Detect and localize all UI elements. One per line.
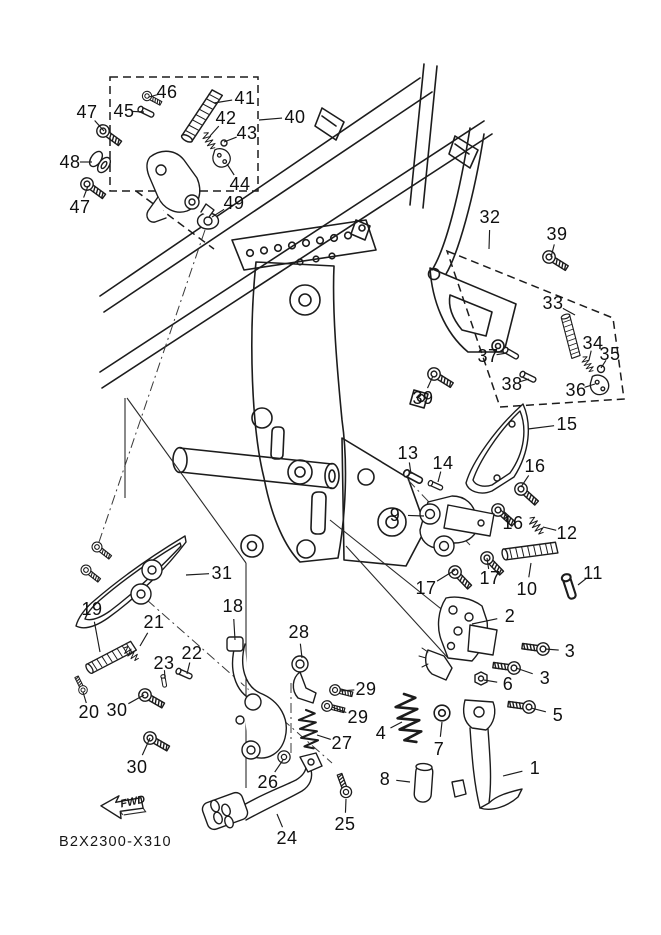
leader-line-31 (186, 574, 209, 575)
part-callout-15: 15 (556, 414, 578, 434)
part-callout-38: 38 (501, 374, 523, 394)
fwd-arrow-label: FWD (119, 793, 147, 811)
part-callout-31: 31 (211, 563, 233, 583)
part-callout-29: 29 (347, 707, 369, 727)
guard-33 (557, 313, 584, 358)
spring-34 (580, 355, 595, 373)
brake-pedal-24 (200, 753, 322, 831)
leader-line-26 (275, 760, 283, 772)
part-callout-13: 13 (397, 443, 419, 463)
part-callout-2: 2 (504, 606, 516, 626)
bolt-39 (425, 365, 455, 390)
leader-line-43 (224, 137, 237, 142)
bolt (79, 563, 102, 584)
diagram-part-code: B2X2300-X310 (59, 834, 172, 850)
leader-line-27 (317, 735, 331, 739)
pin-14 (427, 480, 443, 491)
part-callout-35: 35 (599, 344, 621, 364)
part-callout-23: 23 (153, 653, 175, 673)
part-callout-14: 14 (432, 453, 454, 473)
part-callout-25: 25 (334, 814, 356, 834)
pin-11 (561, 573, 577, 600)
leader-line-1 (503, 771, 522, 776)
nut-6 (475, 672, 487, 685)
fwd-arrow (99, 787, 148, 823)
part-callout-10: 10 (516, 579, 538, 599)
spring-42 (201, 131, 217, 151)
leader-line-12 (543, 527, 556, 530)
bolt-16 (512, 480, 541, 507)
bracket-9 (420, 496, 494, 556)
bolt-3 (492, 659, 521, 675)
leader-line-10 (529, 563, 531, 577)
leader-line-8 (396, 780, 410, 782)
part-callout-18: 18 (222, 596, 244, 616)
part-callout-44: 44 (229, 174, 251, 194)
brake-lever-18 (227, 637, 286, 759)
washer-26 (278, 751, 290, 763)
part-callout-12: 12 (556, 523, 578, 543)
part-callout-1: 1 (529, 758, 541, 778)
leader-line-45 (133, 111, 144, 112)
part-callout-46: 46 (156, 82, 178, 102)
leader-line-15 (528, 426, 554, 429)
part-callout-49: 49 (223, 193, 245, 213)
bolt-47 (94, 122, 123, 148)
leader-line-21 (140, 633, 148, 646)
part-callout-40: 40 (284, 107, 306, 127)
part-callout-11: 11 (583, 563, 603, 583)
part-callout-30: 30 (106, 700, 128, 720)
spring-12 (527, 515, 546, 535)
pin-22 (175, 668, 193, 680)
part-callout-17: 17 (479, 568, 501, 588)
part-callout-16: 16 (524, 456, 546, 476)
part-callout-45: 45 (113, 101, 135, 121)
leader-line-9 (408, 515, 424, 516)
part-callout-26: 26 (257, 772, 279, 792)
part-callout-5: 5 (552, 705, 564, 725)
part-callout-24: 24 (276, 828, 298, 848)
part-callout-22: 22 (181, 643, 203, 663)
part-callout-39: 39 (412, 388, 434, 408)
pin-13 (402, 469, 423, 485)
part-callout-47: 47 (76, 102, 98, 122)
bolt-30 (137, 687, 167, 711)
part-callout-47: 47 (69, 197, 91, 217)
part-callout-17: 17 (415, 578, 437, 598)
part-callout-3: 3 (564, 641, 576, 661)
side-stand-1 (452, 700, 522, 809)
leader-line-14 (438, 472, 441, 482)
leader-line-32 (489, 230, 490, 249)
bolt-17 (446, 563, 474, 591)
bolt-20 (73, 675, 89, 696)
bolt-3 (521, 640, 550, 656)
part-callout-21: 21 (143, 612, 165, 632)
leader-line-4 (390, 722, 402, 728)
leader-line-19 (94, 622, 100, 652)
part-callout-30: 30 (126, 757, 148, 777)
part-callout-42: 42 (215, 108, 237, 128)
washer-7 (434, 705, 450, 721)
footrest-bracket-40 (147, 151, 200, 222)
bolt-39 (540, 248, 570, 273)
part-callout-43: 43 (236, 123, 258, 143)
part-callout-41: 41 (234, 88, 256, 108)
part-callout-34: 34 (582, 333, 604, 353)
heel-guard-15 (466, 404, 528, 493)
part-callout-36: 36 (565, 380, 587, 400)
part-callout-9: 9 (389, 505, 401, 525)
footrest-19 (85, 637, 137, 678)
part-callout-39: 39 (546, 224, 568, 244)
part-callout-37: 37 (477, 346, 499, 366)
ball-35 (598, 366, 605, 373)
part-callout-28: 28 (288, 622, 310, 642)
part-callout-16: 16 (502, 513, 524, 533)
part-callout-27: 27 (331, 733, 353, 753)
part-callout-3: 3 (539, 668, 551, 688)
leader-line-40 (259, 118, 282, 120)
part-callout-33: 33 (542, 293, 564, 313)
part-callout-32: 32 (479, 207, 501, 227)
leader-line-7 (440, 722, 442, 737)
part-callout-7: 7 (433, 739, 445, 759)
bolt-30 (142, 730, 172, 754)
spring-27 (298, 709, 319, 750)
part-callout-20: 20 (78, 702, 100, 722)
part-callout-6: 6 (502, 674, 514, 694)
part-callout-19: 19 (81, 599, 103, 619)
part-callout-29: 29 (355, 679, 377, 699)
leader-line-25 (345, 799, 346, 813)
bolt-29 (329, 684, 354, 700)
damper-49 (198, 204, 219, 229)
bolt-5 (507, 698, 536, 714)
part-callout-8: 8 (379, 769, 391, 789)
leader-line-24 (277, 814, 283, 827)
spring-4 (394, 692, 423, 744)
bolt (90, 540, 113, 561)
part-callout-48: 48 (59, 152, 81, 172)
clamp-28 (292, 656, 316, 703)
motorcycle-frame-art (100, 64, 516, 566)
stand-bracket-2 (439, 597, 497, 661)
footrest-10 (501, 537, 558, 565)
pin-23 (161, 674, 168, 687)
roller-8 (414, 763, 434, 803)
part-callout-4: 4 (375, 723, 387, 743)
bolt-25 (334, 772, 353, 799)
